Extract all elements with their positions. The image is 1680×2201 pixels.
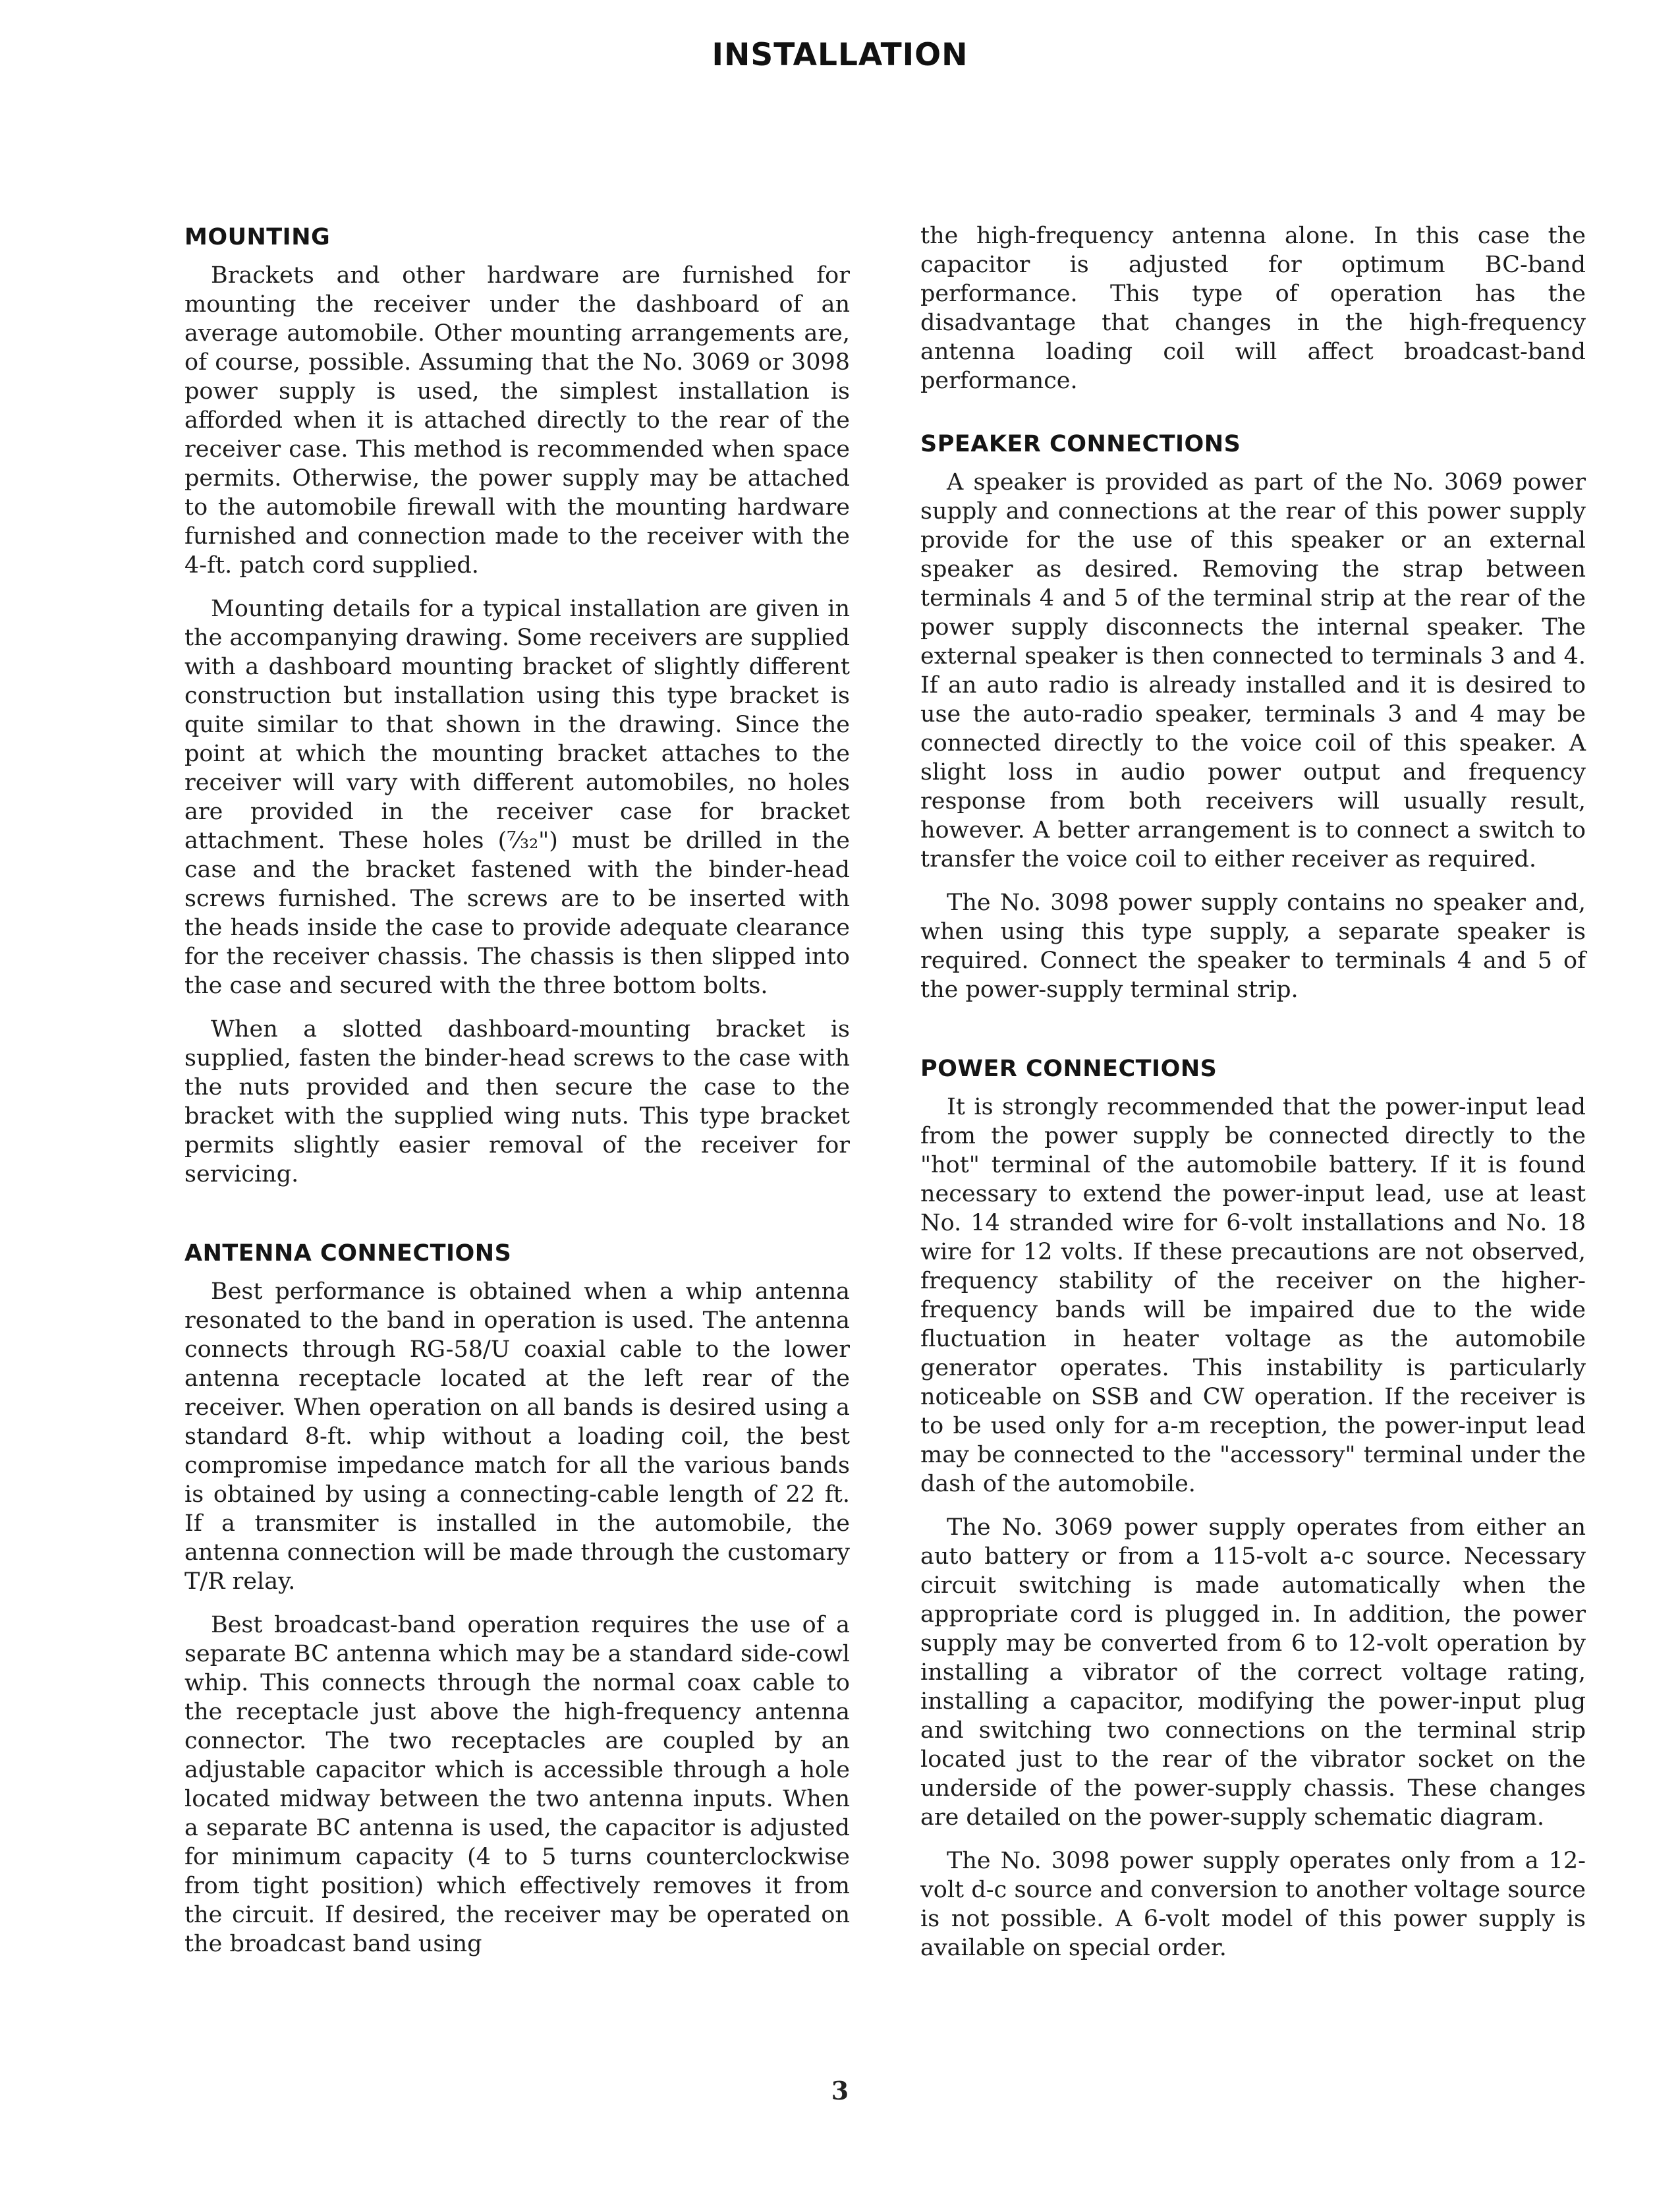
mounting-heading: MOUNTING: [184, 224, 331, 250]
right-column: [920, 221, 1586, 1962]
antenna-paragraph-2-continued: the high-frequency antenna alone. In this case the capacitor is adjusted for optimum BC-band performance. This type of operation has the disadvantage that changes in the high-frequency antenna loading coil will affect broadcast-band performance.: [920, 223, 1586, 394]
power-paragraph-1: It is strongly recommended that the power-input lead from the power supply be connected directly to the "hot" terminal of the automobile battery. If it is found necessary to extend the power-input lead, use at least No. 14 stranded wire for 6-volt installations and No. 18 wire for 12 volts. If these precautions are not observed, frequency stability of the receiver on the higher-frequency bands will be impaired due to the wide fluctuation in heater voltage as the automobile generator operates. This instability is particularly noticeable on SSB and CW operation. If the receiver is to be used only for a-m reception, the power-input lead may be connected to the "accessory" terminal under the dash of the automobile.: [920, 1094, 1586, 1497]
mounting-paragraph-1: Brackets and other hardware are furnished for mounting the receiver under the dashboard of an average automobile. Other mounting arrangements are, of course, possible. Assuming that the No. 3069 or 3098 power supply is used, the simplest installation is afforded when it is attached directly to the rear of the receiver case. This method is recommended when space permits. Otherwise, the power supply may be attached to the automobile firewall with the mounting hardware furnished and connection made to the receiver with the 4-ft. patch cord supplied.: [184, 262, 850, 579]
power-heading: POWER CONNECTIONS: [920, 1056, 1218, 1082]
antenna-paragraph-2: Best broadcast-band operation requires the use of a separate BC antenna which may be a standard side-cowl whip. This connects through the normal coax cable to the receptacle just above the high-frequency antenna connector. The two receptacles are coupled by an adjustable capacitor which is accessible through a hole located midway between the two antenna inputs. When a separate BC antenna is used, the capacitor is adjusted for minimum capacity (4 to 5 turns counterclockwise from tight position) which effectively removes it from the circuit. If desired, the receiver may be operated on the broadcast band using: [184, 1612, 850, 1957]
speaker-heading: SPEAKER CONNECTIONS: [920, 431, 1241, 457]
power-paragraph-3: The No. 3098 power supply operates only from a 12-volt d-c source and conversion to another voltage source is not possible. A 6-volt model of this power supply is available on special order.: [920, 1848, 1586, 1961]
page-number: 3: [831, 2076, 849, 2105]
mounting-paragraph-2: Mounting details for a typical installation are given in the accompanying drawing. Some receivers are supplied with a dashboard mounting bracket of slightly different construction but installation using this type bracket is quite similar to that shown in the drawing. Since the point at which the mounting bracket attaches to the receiver will vary with different automobiles, no holes are provided in the receiver case for bracket attachment. These holes (⁷⁄₃₂") must be drilled in the case and the bracket fastened with the binder-head screws furnished. The screws are to be inserted with the heads inside the case to provide adequate clearance for the receiver chassis. The chassis is then slipped into the case and secured with the three bottom bolts.: [184, 596, 850, 999]
speaker-paragraph-1: A speaker is provided as part of the No. 3069 power supply and connections at the rear of this power supply provide for the use of this speaker or an external speaker as desired. Removing the strap between terminals 4 and 5 of the terminal strip at the rear of the power supply disconnects the internal speaker. The external speaker is then connected to terminals 3 and 4. If an auto radio is already installed and it is desired to use the auto-radio speaker, terminals 3 and 4 may be connected directly to the voice coil of this speaker. A slight loss in audio power output and frequency response from both receivers will usually result, however. A better arrangement is to connect a switch to transfer the voice coil to either receiver as required.: [920, 469, 1586, 872]
page-title: INSTALLATION: [712, 37, 968, 73]
mounting-paragraph-3: When a slotted dashboard-mounting bracket is supplied, fasten the binder-head screws to the case with the nuts provided and then secure the case to the bracket with the supplied wing nuts. This type bracket permits slightly easier removal of the receiver for servicing.: [184, 1016, 850, 1187]
antenna-heading: ANTENNA CONNECTIONS: [184, 1240, 512, 1267]
antenna-paragraph-1: Best performance is obtained when a whip antenna resonated to the band in operation is used. The antenna connects through RG-58/U coaxial cable to the lower antenna receptacle located at the left rear of the receiver. When operation on all bands is desired using a standard 8-ft. whip without a loading coil, the best compromise impedance match for all the various bands is obtained by using a connecting-cable length of 22 ft. If a transmiter is installed in the automobile, the antenna connection will be made through the customary T/R relay.: [184, 1278, 850, 1595]
speaker-paragraph-2: The No. 3098 power supply contains no speaker and, when using this type supply, a separate speaker is required. Connect the speaker to terminals 4 and 5 of the power-supply terminal strip.: [920, 890, 1586, 1003]
power-paragraph-2: The No. 3069 power supply operates from either an auto battery or from a 115-volt a-c source. Necessary circuit switching is made automatically when the appropriate cord is plugged in. In addition, the power supply may be converted from 6 to 12-volt operation by installing a vibrator of the correct voltage rating, installing a capacitor, modifying the power-input plug and switching two connections on the terminal strip located just to the rear of the vibrator socket on the underside of the power-supply chassis. These changes are detailed on the power-supply schematic diagram.: [920, 1514, 1586, 1831]
left-column: [184, 224, 850, 1958]
